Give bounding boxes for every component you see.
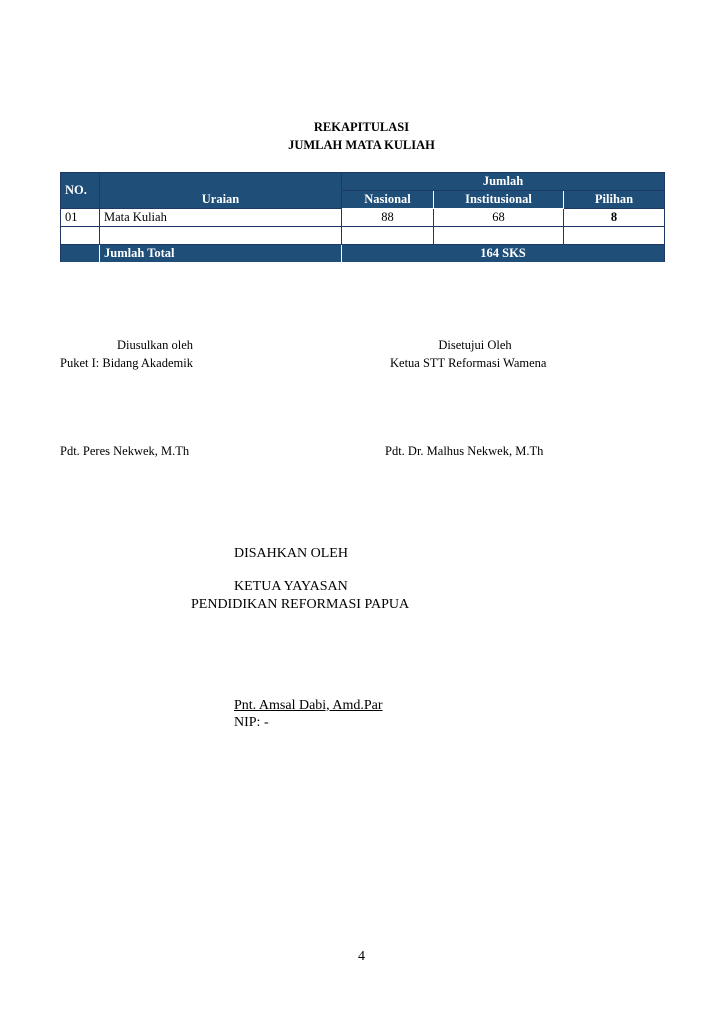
endorse-line2: KETUA YAYASAN — [234, 579, 348, 594]
right-sig-name: Pdt. Dr. Malhus Nekwek, M.Th — [385, 444, 544, 458]
left-sig-name: Pdt. Peres Nekwek, M.Th — [60, 444, 190, 458]
heading-line1: REKAPITULASI — [313, 120, 410, 134]
cell-nasional: 88 — [342, 209, 434, 227]
right-sig-line1: Disetujui Oleh — [438, 338, 512, 352]
cell-total-blank — [61, 245, 100, 263]
table-header-row-1 — [61, 173, 665, 191]
cell-total-value: 164 SKS — [342, 245, 665, 263]
header-jumlah: Jumlah — [342, 173, 665, 191]
cell-total-label: Jumlah Total — [100, 245, 342, 263]
endorse-line3: PENDIDIKAN REFORMASI PAPUA — [191, 597, 410, 612]
table-row-empty — [61, 227, 665, 245]
table-row — [61, 209, 665, 227]
cell-empty — [564, 227, 665, 245]
left-sig-line2: Puket I: Bidang Akademik — [60, 356, 193, 370]
endorse-line1: DISAHKAN OLEH — [234, 546, 348, 561]
cell-empty — [434, 227, 564, 245]
left-signature-block — [60, 336, 250, 354]
header-uraian: Uraian — [100, 173, 342, 209]
table-total-row — [61, 245, 665, 263]
cell-uraian: Mata Kuliah — [100, 209, 342, 227]
rekap-table — [60, 172, 665, 263]
header-pilihan: Pilihan — [564, 191, 665, 209]
endorse-nip: NIP: - — [234, 715, 269, 730]
page-number: 4 — [358, 949, 365, 964]
cell-empty — [61, 227, 100, 245]
cell-pilihan: 8 — [564, 209, 665, 227]
header-institusional: Institusional — [434, 191, 564, 209]
cell-empty — [342, 227, 434, 245]
right-sig-line2: Ketua STT Reformasi Wamena — [390, 356, 547, 370]
endorse-name: Pnt. Amsal Dabi, Amd.Par — [234, 698, 383, 713]
cell-empty — [100, 227, 342, 245]
left-sig-line1: Diusulkan oleh — [116, 338, 194, 352]
heading-line2: JUMLAH MATA KULIAH — [288, 138, 435, 152]
cell-no: 01 — [61, 209, 100, 227]
header-nasional: Nasional — [342, 191, 434, 209]
header-no: NO. — [61, 173, 100, 209]
cell-institusional: 68 — [434, 209, 564, 227]
